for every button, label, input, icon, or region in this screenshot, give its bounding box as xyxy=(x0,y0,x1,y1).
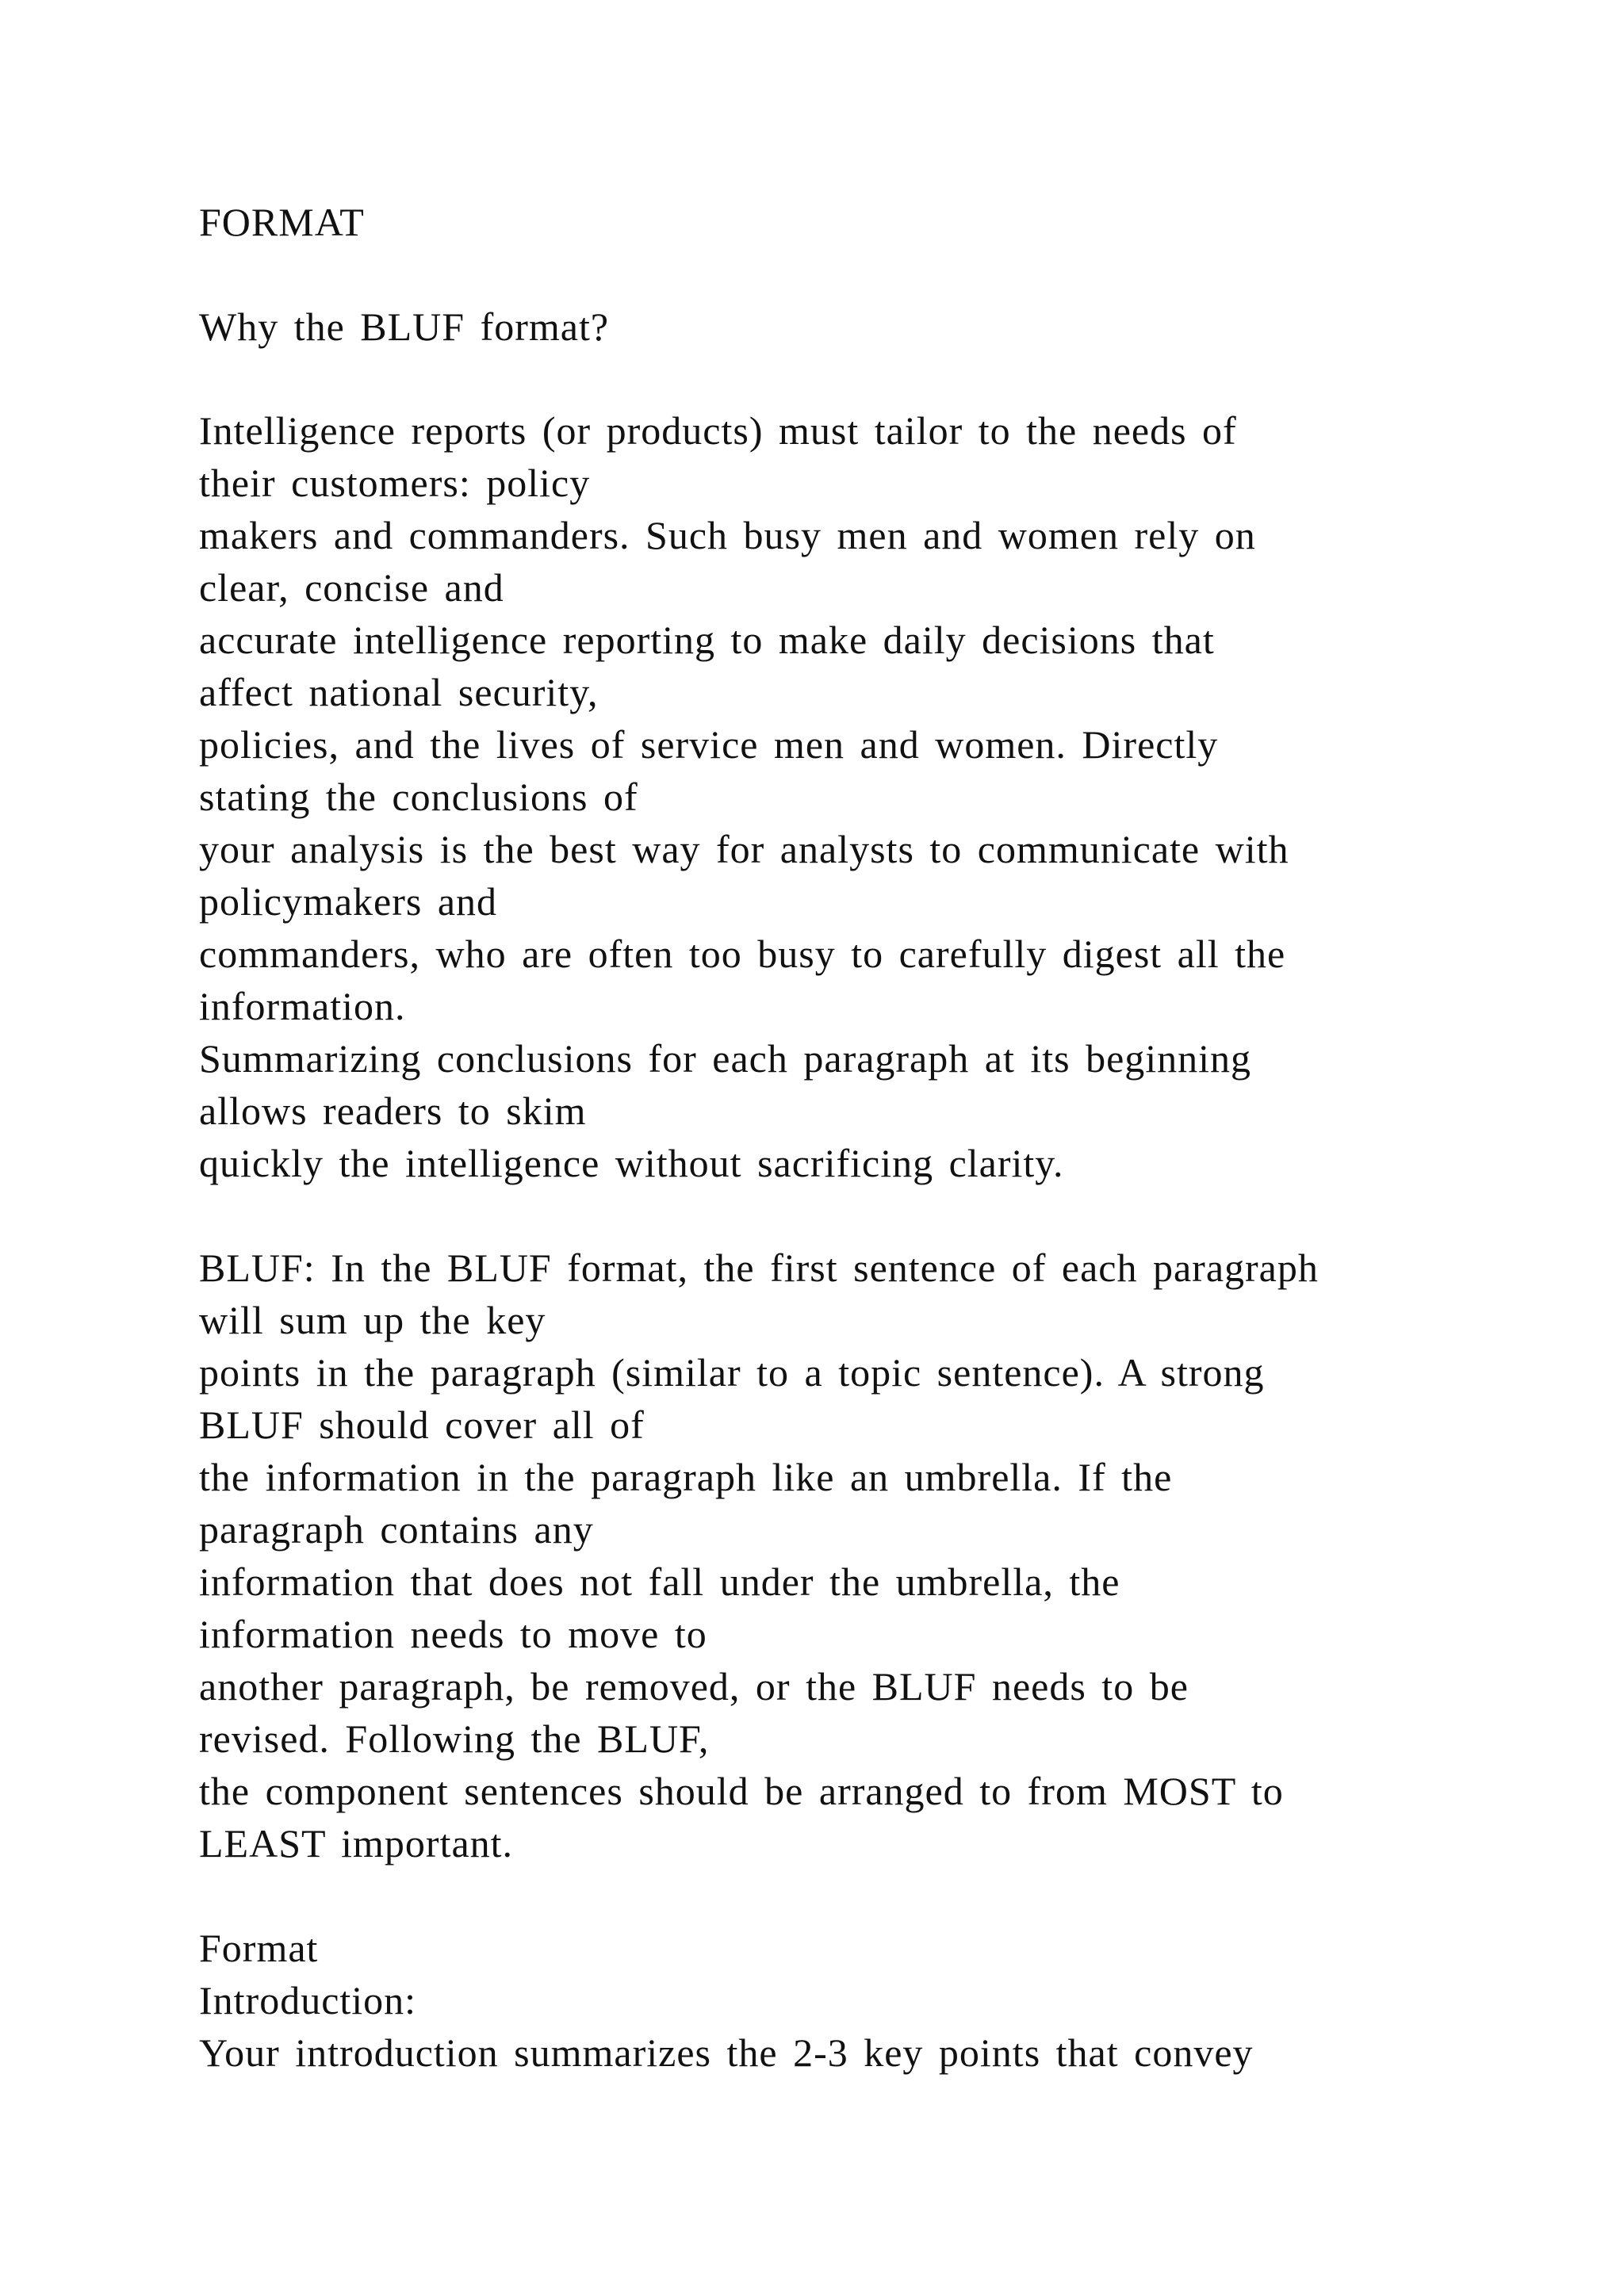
paragraph-2-line: BLUF should cover all of xyxy=(199,1402,645,1447)
paragraph-2-line: revised. Following the BLUF, xyxy=(199,1716,710,1761)
paragraph-1-line: commanders, who are often too busy to carefully digest all the xyxy=(199,932,1286,976)
paragraph-2-line: BLUF: In the BLUF format, the first sentence of each paragraph xyxy=(199,1246,1319,1290)
paragraph-2-line: the information in the paragraph like an umbrella. If the xyxy=(199,1455,1173,1499)
section-heading: Format xyxy=(199,1926,319,1970)
paragraph-1-line: their customers: policy xyxy=(199,461,591,505)
document-title: FORMAT xyxy=(199,200,365,244)
paragraph-1-line: quickly the intelligence without sacrificing clarity. xyxy=(199,1141,1064,1185)
paragraph-2-line: will sum up the key xyxy=(199,1298,546,1342)
paragraph-1-line: makers and commanders. Such busy men and women rely on xyxy=(199,513,1256,557)
paragraph-1-line: information. xyxy=(199,984,406,1028)
paragraph-2-line: paragraph contains any xyxy=(199,1507,594,1552)
paragraph-1-line: Intelligence reports (or products) must tailor to the needs of xyxy=(199,408,1237,453)
subheading: Introduction: xyxy=(199,1978,417,2022)
paragraph-2-line: the component sentences should be arranged to from MOST to xyxy=(199,1769,1284,1813)
paragraph-2-line: another paragraph, be removed, or the BLUF needs to be xyxy=(199,1664,1189,1709)
paragraph-1-line: accurate intelligence reporting to make daily decisions that xyxy=(199,618,1215,662)
body-text-line: Your introduction summarizes the 2-3 key points that convey xyxy=(199,2030,1254,2075)
paragraph-2-line: points in the paragraph (similar to a topic sentence). A strong xyxy=(199,1350,1265,1395)
paragraph-1-line: your analysis is the best way for analysts to communicate with xyxy=(199,827,1289,871)
paragraph-2-line: LEAST important. xyxy=(199,1821,514,1866)
paragraph-1-line: policies, and the lives of service men and women. Directly xyxy=(199,722,1219,767)
paragraph-1-line: affect national security, xyxy=(199,670,599,714)
paragraph-1-line: Summarizing conclusions for each paragraph at its beginning xyxy=(199,1036,1252,1081)
paragraph-1-line: clear, concise and xyxy=(199,565,504,610)
paragraph-1-line: stating the conclusions of xyxy=(199,775,638,819)
paragraph-2-line: information that does not fall under the umbrella, the xyxy=(199,1559,1120,1604)
paragraph-2-line: information needs to move to xyxy=(199,1612,707,1656)
paragraph-1-line: allows readers to skim xyxy=(199,1089,587,1133)
paragraph-1-line: policymakers and xyxy=(199,879,498,924)
section-question: Why the BLUF format? xyxy=(199,304,610,349)
